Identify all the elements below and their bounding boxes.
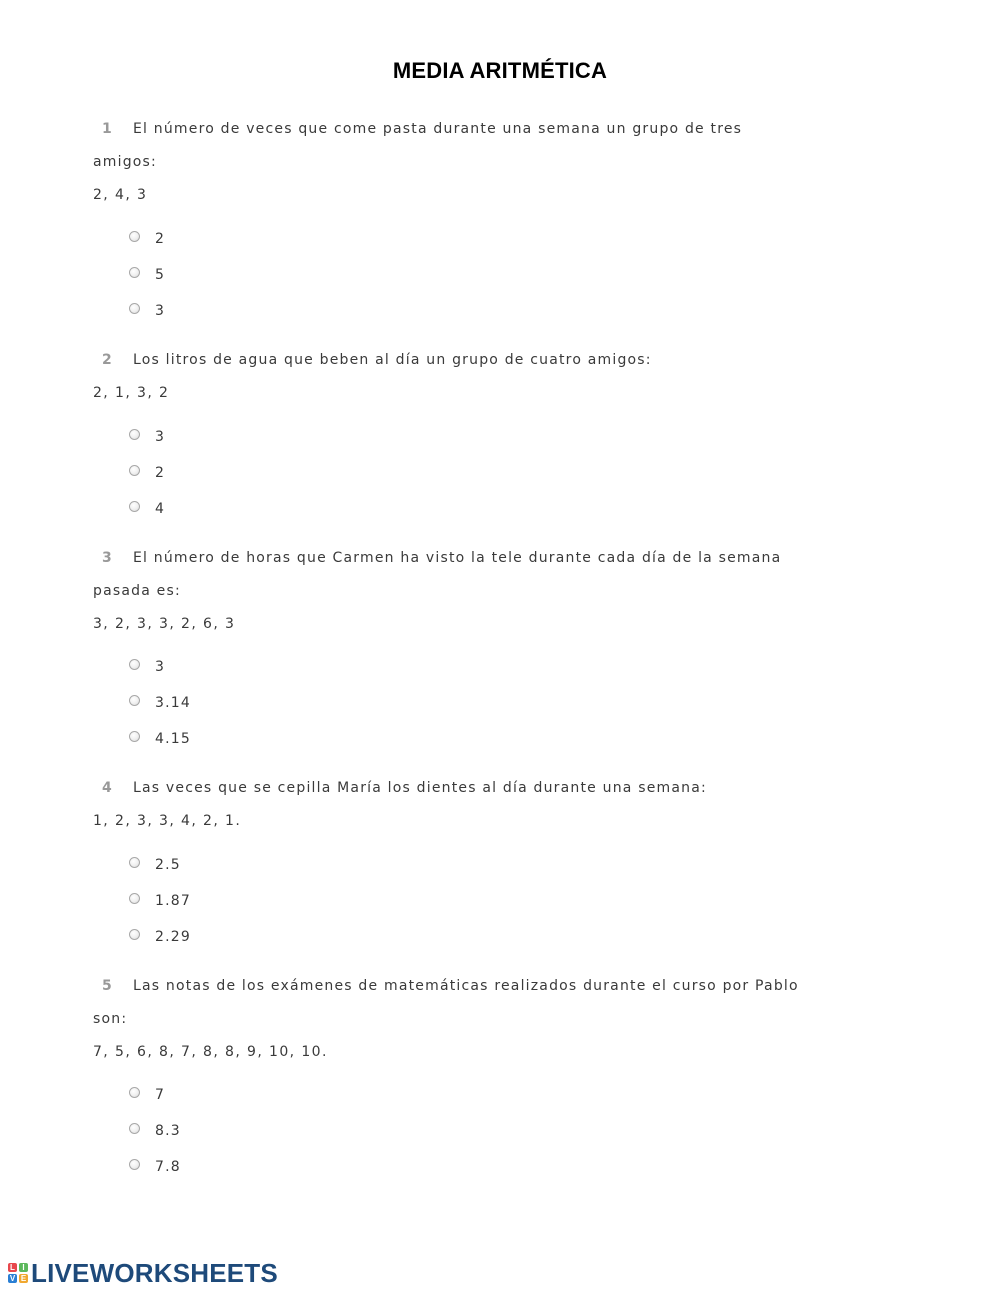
question-1-data: 2, 4, 3 bbox=[93, 187, 148, 203]
question-3-data: 3, 2, 3, 3, 2, 6, 3 bbox=[93, 616, 236, 632]
question-3-option-1[interactable] bbox=[129, 655, 165, 673]
question-5-statement: Las notas de los exámenes de matemáticas realizados durante el curso por Pablo bbox=[133, 978, 799, 994]
question-4-option-1[interactable] bbox=[129, 853, 181, 871]
question-3-option-2[interactable] bbox=[129, 691, 191, 709]
radio-button[interactable] bbox=[129, 303, 140, 314]
question-3-statement: El número de horas que Carmen ha visto la tele durante cada día de la semana bbox=[133, 550, 782, 566]
logo-letter: E bbox=[20, 1274, 27, 1283]
logo-icon bbox=[8, 1263, 28, 1283]
question-5-option-2[interactable] bbox=[129, 1119, 181, 1137]
question-4-option-3[interactable] bbox=[129, 925, 191, 943]
brand-name: LIVEWORKSHEETS bbox=[31, 1257, 278, 1288]
option-label: 4.15 bbox=[155, 731, 191, 747]
question-5-option-3[interactable] bbox=[129, 1155, 181, 1173]
question-4-text-line-1 bbox=[93, 780, 707, 796]
option-label: 2.5 bbox=[155, 857, 181, 873]
logo-letter: V bbox=[9, 1274, 16, 1283]
question-2-statement: Los litros de agua que beben al día un grupo de cuatro amigos: bbox=[133, 352, 652, 368]
option-label: 7 bbox=[155, 1087, 166, 1103]
logo-letter: L bbox=[8, 1263, 17, 1272]
question-number: 3 bbox=[102, 550, 113, 566]
liveworksheets-logo bbox=[8, 1258, 278, 1288]
option-label: 3.14 bbox=[155, 695, 191, 711]
question-4-data: 1, 2, 3, 3, 4, 2, 1. bbox=[93, 813, 242, 829]
option-label: 2 bbox=[155, 465, 166, 481]
question-5-data: 7, 5, 6, 8, 7, 8, 8, 9, 10, 10. bbox=[93, 1044, 328, 1060]
question-number: 4 bbox=[102, 780, 113, 796]
question-2-option-3[interactable] bbox=[129, 497, 165, 515]
question-1-option-1[interactable] bbox=[129, 227, 165, 245]
question-number: 2 bbox=[102, 352, 113, 368]
option-label: 1.87 bbox=[155, 893, 191, 909]
question-4-option-2[interactable] bbox=[129, 889, 191, 907]
question-3-text-line-2: pasada es: bbox=[93, 583, 181, 599]
radio-button[interactable] bbox=[129, 465, 140, 476]
radio-button[interactable] bbox=[129, 929, 140, 940]
question-1-option-2[interactable] bbox=[129, 263, 165, 281]
question-1-text-line-1 bbox=[93, 121, 742, 137]
option-label: 8.3 bbox=[155, 1123, 181, 1139]
option-label: 2.29 bbox=[155, 929, 191, 945]
radio-button[interactable] bbox=[129, 267, 140, 278]
option-label: 7.8 bbox=[155, 1159, 181, 1175]
option-label: 2 bbox=[155, 231, 166, 247]
radio-button[interactable] bbox=[129, 893, 140, 904]
option-label: 4 bbox=[155, 501, 166, 517]
option-label: 3 bbox=[155, 429, 166, 445]
radio-button[interactable] bbox=[129, 1087, 140, 1098]
option-label: 3 bbox=[155, 659, 166, 675]
radio-button[interactable] bbox=[129, 231, 140, 242]
question-number: 5 bbox=[102, 978, 113, 994]
question-1-statement: El número de veces que come pasta durante una semana un grupo de tres bbox=[133, 121, 743, 137]
option-label: 3 bbox=[155, 303, 166, 319]
radio-button[interactable] bbox=[129, 429, 140, 440]
radio-button[interactable] bbox=[129, 731, 140, 742]
question-2-option-1[interactable] bbox=[129, 425, 165, 443]
radio-button[interactable] bbox=[129, 695, 140, 706]
question-3-text-line-1 bbox=[93, 550, 781, 566]
radio-button[interactable] bbox=[129, 1159, 140, 1170]
radio-button[interactable] bbox=[129, 1123, 140, 1134]
radio-button[interactable] bbox=[129, 857, 140, 868]
question-3-option-3[interactable] bbox=[129, 727, 191, 745]
question-2-data: 2, 1, 3, 2 bbox=[93, 385, 170, 401]
option-label: 5 bbox=[155, 267, 166, 283]
question-5-text-line-2: son: bbox=[93, 1011, 128, 1027]
page-title: MEDIA ARITMÉTICA bbox=[392, 58, 608, 83]
question-number: 1 bbox=[102, 121, 113, 137]
question-5-text-line-1 bbox=[93, 978, 799, 994]
radio-button[interactable] bbox=[129, 501, 140, 512]
question-1-option-3[interactable] bbox=[129, 299, 165, 317]
question-5-option-1[interactable] bbox=[129, 1083, 165, 1101]
question-2-option-2[interactable] bbox=[129, 461, 165, 479]
question-2-text-line-1 bbox=[93, 352, 652, 368]
question-4-statement: Las veces que se cepilla María los dientes al día durante una semana: bbox=[133, 780, 707, 796]
logo-letter: I bbox=[19, 1263, 28, 1272]
radio-button[interactable] bbox=[129, 659, 140, 670]
question-1-text-line-2: amigos: bbox=[93, 154, 157, 170]
